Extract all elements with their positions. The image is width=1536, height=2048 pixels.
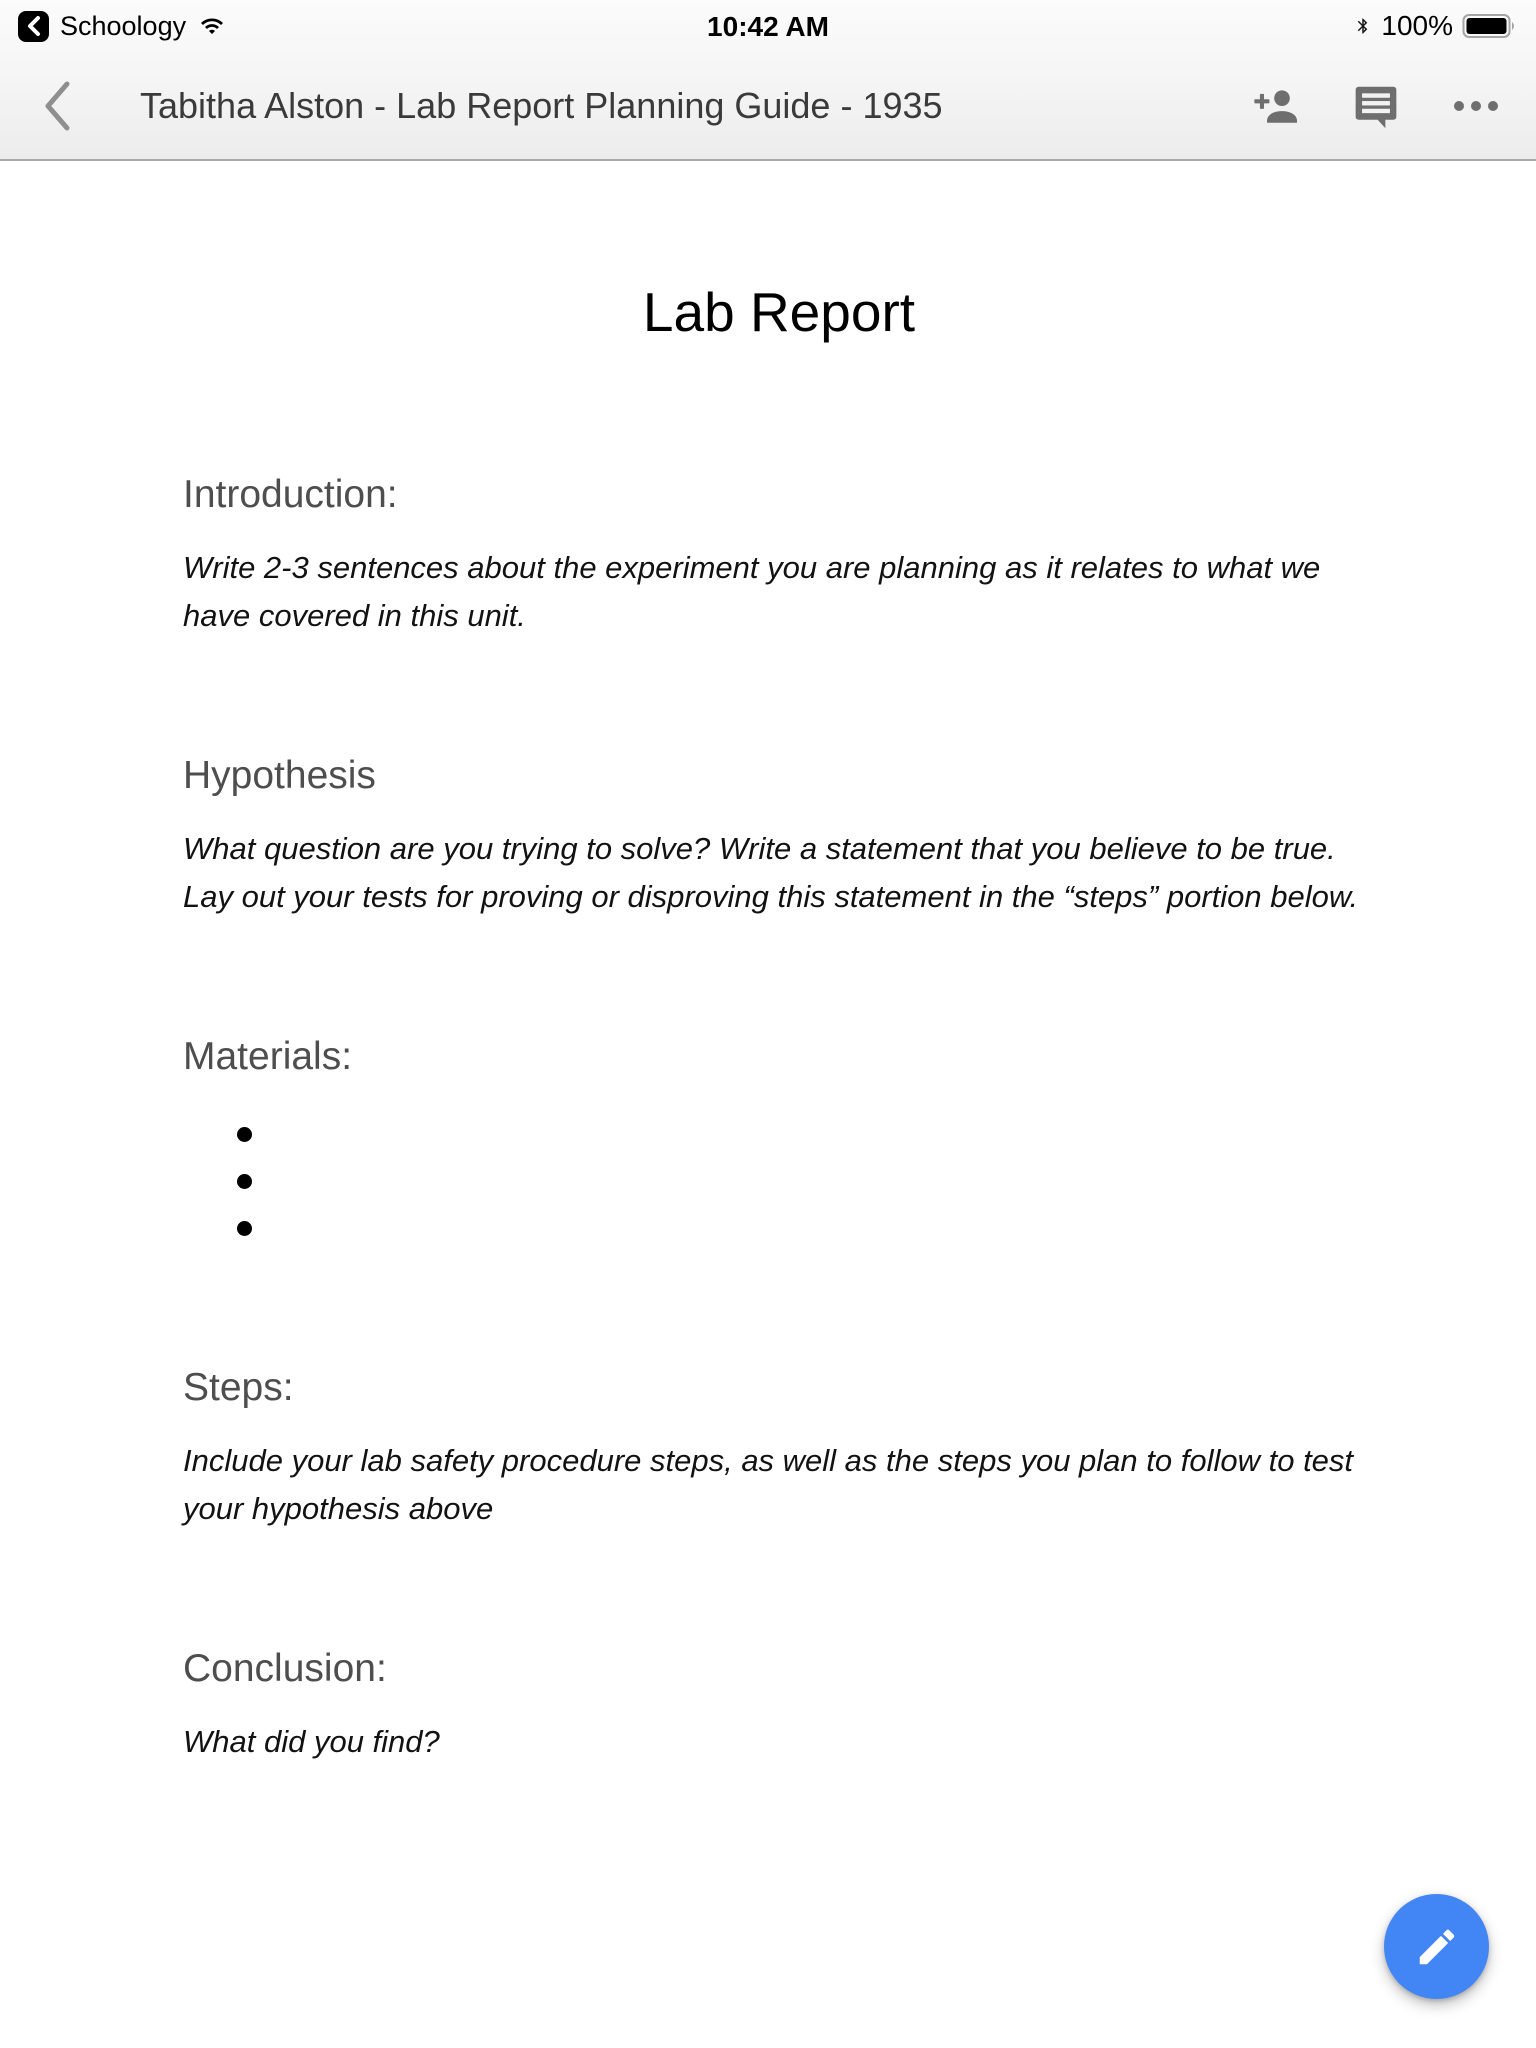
pencil-icon — [1414, 1924, 1460, 1970]
battery-percent-label: 100% — [1381, 10, 1453, 41]
bullet-item — [183, 1158, 1375, 1205]
battery-icon — [1462, 13, 1518, 39]
section-body-hypothesis: What question are you trying to solve? Write a statement that you believe to be true. Lay out your tests for proving or disproving this statement in the “steps” portion below. — [183, 830, 1359, 914]
bullet-item — [183, 1205, 1375, 1252]
status-bar — [0, 0, 1536, 48]
document-title-bar: Tabitha Alston - Lab Report Planning Guide - 1935 — [140, 84, 943, 126]
section-body-introduction: Write 2-3 sentences about the experiment you are planning as it relates to what we have covered in this unit. — [183, 549, 1321, 633]
section-heading-hypothesis: Hypothesis — [183, 753, 376, 797]
clock: 10:42 AM — [707, 11, 829, 43]
section-body-conclusion: What did you find? — [183, 1723, 440, 1759]
nav-bar — [0, 48, 1536, 163]
bullet-list-materials — [183, 1111, 1375, 1252]
bullet-dot-icon — [237, 1174, 252, 1189]
doc-section-introduction — [183, 471, 1375, 640]
bluetooth-icon — [1354, 13, 1372, 39]
doc-section-hypothesis — [183, 752, 1375, 921]
bullet-dot-icon — [237, 1127, 252, 1142]
wifi-icon — [197, 14, 227, 38]
back-to-app-link[interactable] — [18, 11, 227, 42]
comment-button[interactable] — [1352, 82, 1400, 130]
doc-section-materials — [183, 1033, 1375, 1253]
back-to-app-badge-icon — [18, 11, 49, 42]
edit-fab-button[interactable] — [1384, 1894, 1489, 1999]
bullet-item — [183, 1111, 1375, 1158]
overflow-menu-button[interactable] — [1452, 82, 1500, 130]
doc-sections — [183, 471, 1375, 1766]
add-person-button[interactable] — [1252, 82, 1300, 130]
section-heading-conclusion: Conclusion: — [183, 1647, 387, 1690]
section-heading-steps: Steps: — [183, 1366, 294, 1410]
back-to-app-label: Schoology — [60, 10, 187, 41]
document-page — [183, 163, 1375, 1766]
status-indicators — [1354, 10, 1518, 42]
header — [0, 0, 1536, 161]
section-body-steps: Include your lab safety procedure steps, as well as the steps you plan to follow to test your hypothesis above — [183, 1443, 1354, 1526]
doc-section-steps — [183, 1364, 1375, 1533]
doc-section-conclusion — [183, 1645, 1375, 1766]
nav-actions — [1252, 82, 1500, 130]
bullet-dot-icon — [237, 1221, 252, 1236]
section-heading-materials: Materials: — [183, 1034, 353, 1078]
section-heading-introduction: Introduction: — [183, 473, 398, 516]
back-button[interactable] — [42, 84, 84, 128]
page-title: Lab Report — [642, 281, 916, 343]
